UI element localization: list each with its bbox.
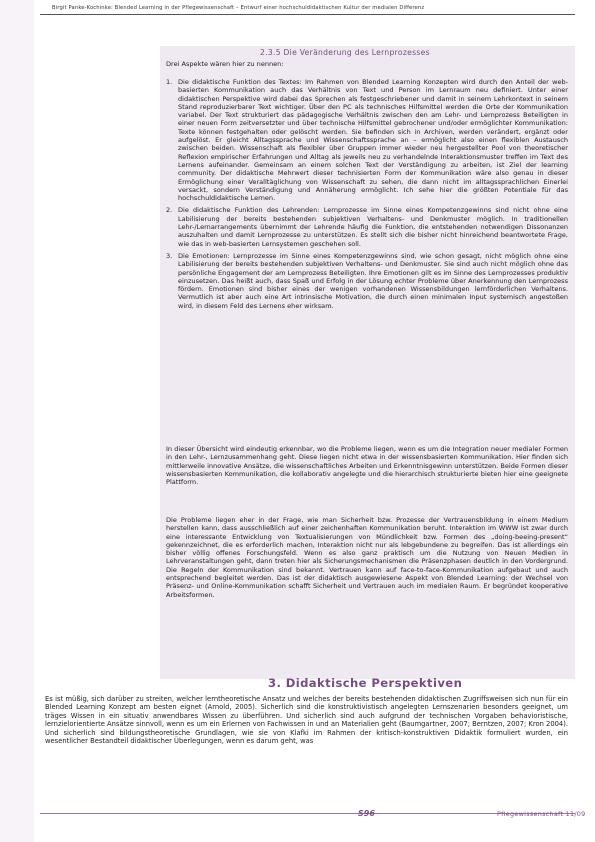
section-intro: Drei Aspekte wären hier zu nennen: bbox=[166, 60, 284, 68]
list-item-number: 1. bbox=[166, 78, 173, 86]
numbered-list bbox=[166, 78, 568, 314]
page-number: S96 bbox=[358, 809, 375, 818]
journal-name: Pflegewissenschaft 11/09 bbox=[497, 810, 586, 818]
paragraph: Die Probleme liegen eher in der Frage, wie man Sicherheit bzw. Prozesse der Vertrauensbildung in einem Medium herstellen kann, dass ausschließlich auf einer zeichenhaften Kommunikation beruht. Interaktion im WWW ist zwar durch eine interessante Entwicklung von Textualisierungen von Mündlichkeit bzw. Formen des „doing-beeing-present“ gekennzeichnet, die es erforderlich machen, Interaktion nicht nur als lebgebundene zu begreifen. Das ist allerdings ein bisher völlig offenes Forschungsfeld. Wenn es also ganz praktisch um die Nutzung von Neuen Medien in Lehrveranstaltungen geht, dann treten hier als Sicherungsmechanismen die Präsenzphasen deutlich in den Vordergrund. Die Regeln der Kommunikation sind bekannt. Vertrauen kann auf face-to-face-Kommunikation aufgebaut und auch entsprechend begleitet werden. Das ist der didaktisch ausgewiesene Aspekt von Blended Learning: der Wechsel von Präsenz- und Online-Kommunikation schafft Sicherheit und Vertrauen auch im medialen Raum. Er begründet kooperative Arbeitsformen. bbox=[166, 516, 568, 599]
list-item-number: 2. bbox=[166, 206, 173, 215]
list-item-text: Die didaktische Funktion des Lehrenden: Lernprozesse im Sinne eines Kompetenzgewinns sind nicht ohne eine Labilisierung der bereits bestehenden subjektiven Verhaltens- und Denkmuster möglich. In traditionellen Lehr-/Lernarrangements übernimmt der Lehrende häufig die Funktion, die entstehenden notwendigen Dissonanzen auszuhalten und damit Lernprozesse zu unterstützen. Es stellt sich die bisher nicht hinreichend beantwortete Frage, wie das in web-basierten Lernsystemen geschehen soll. bbox=[178, 206, 568, 248]
footer-rule bbox=[40, 813, 575, 814]
running-header: Birgit Panke-Kochinke: Blended Learning in der Pflegewissenschaft – Entwurf einer hochschuldidaktischen Kultur der medialen Differenz bbox=[52, 5, 425, 11]
list-item bbox=[166, 78, 568, 202]
list-item-text: Die Emotionen: Lernprozesse im Sinne eines Kompetenzgewinns sind, wie schon gesagt, nicht möglich ohne eine Labilisierung der bereits bestehenden subjektiven Verhaltens- und Denkmuster. Sie sind auch nicht möglich ohne das persönliche Engagement der am Lernprozess Beteiligten. Ihre Emotionen gilt es im Sinne des Lernprozesses produktiv einzusetzen. Das heißt auch, dass Spaß und Erfolg in der Lösung echter Probleme über Anerkennung den Lernprozess fördern. Emotionen sind bisher eines der wenigen vorhandenen Wissensbildungen lernförderlichen Verhaltens. Vermutlich ist aber auch eine Art intrinsische Motivation, die durch einen minimalen Input systemisch angestoßen wird, in diesem Feld des Lernens eher wirksam. bbox=[178, 251, 568, 310]
header-rule bbox=[40, 14, 575, 15]
page-margin-band bbox=[0, 0, 34, 842]
chapter-title: 3. Didaktische Perspektiven bbox=[268, 676, 463, 690]
list-item-text: Die didaktische Funktion des Textes: Im Rahmen von Blended Learning Konzepten wird durch den Anteil der web-basierten Kommunikation auch das Verhältnis von Text und Person im Lernraum neu definiert. Unter einer didaktischen Perspektive wird dabei das Sprechen als festgeschriebener und damit in seinem Lehrkontext in seinem Stand reproduzierbarer Text wichtiger. Über den PC als technisches Hilfsmittel werden die Orte der Kommunikation variabel. Der Text strukturiert das pädagogische Verhältnis zwischen den am Lehr- und Lernprozess Beteiligten in einer neuen Form zeitversetzter und über technische Hilfsmittel gebrochener und/oder ermöglichter Kommunikation: Texte können festgehalten oder gelöscht werden. Sie befinden sich in Archiven, werden verändert, ergänzt oder aufgelöst. Er gleicht Alltagssprache und Wissenschaftssprache an – ermöglicht also einen flexiblen Austausch zwischen beiden. Wissenschaft als flexibler über Gruppen immer wieder neu hergestellter Pool von theoretischer Reflexion empirischer Erfahrungen und Alltag als jeweils neu zu verhandelnde Interaktionsmuster treffen im Text des Lernens aufeinander. Gemeinsam an einem solchen Text der Verständigung zu arbeiten, ist Ziel der learning community. Der didaktische Mehrwert dieser technisierten Form der Kommunikation wäre also genau in dieser Ermöglichung einer Veralltäglichung von Wissenschaft zu sehen, die dann nicht im alltagssprachlichen Einerlei versackt, sondern Verständigung und Annäherung ermöglicht. Ich sehe hier die größten Potentiale für das hochschuldidaktische Lernen. bbox=[178, 78, 568, 203]
chapter-body-text: Es ist müßig, sich darüber zu streiten, welcher lerntheoretische Ansatz und welches der bereits bestehenden didaktischen Zugriffsweisen sich nun für ein Blended Learning Konzept am besten eignet (Arnold, 2005). Sicherlich sind die konstruktivistisch angelegten Lernszenarien besonders geeignet, um träges Wissen in ein situativ anwendbares Wissen zu überführen. Und sicherlich sind auch aufgrund der technischen Vorgaben behavioristische, lernzielorientierte Ansätze sinnvoll, wenn es um ein Erlernen von Fachwissen in und an Materialien geht (Baumgartner, 2007; Berntzen, 2007; Kron 2004). Und sicherlich sind bildungstheoretische Grundlagen, wie sie von Klafki im Rahmen der kritisch-konstruktiven Didaktik formuliert wurden, ein wesentlicher Bestandteil didaktischer Überlegungen, wenn es darum geht, was bbox=[45, 695, 568, 746]
paragraph: In dieser Übersicht wird eindeutig erkennbar, wo die Probleme liegen, wenn es um die Integration neuer medialer Formen in den Lehr-, Lernzusammenhang geht. Diese liegen nicht etwa in der wissensbasierten Kommunikation. Hier finden sich mittlerweile innovative Ansätze, die wissenschaftliches Arbeiten und Erkenntnisgewinn unterstützen. Beide Formen dieser wissensbasierten Kommunikation, die kollaborativ angelegte und die hierarchisch strukturierte bieten hier eine geeignete Plattform. bbox=[166, 445, 568, 487]
list-item bbox=[166, 206, 568, 247]
list-item-number: 3. bbox=[166, 251, 173, 260]
section-heading: 2.3.5 Die Veränderung des Lernprozesses bbox=[260, 48, 430, 57]
list-item bbox=[166, 252, 568, 310]
